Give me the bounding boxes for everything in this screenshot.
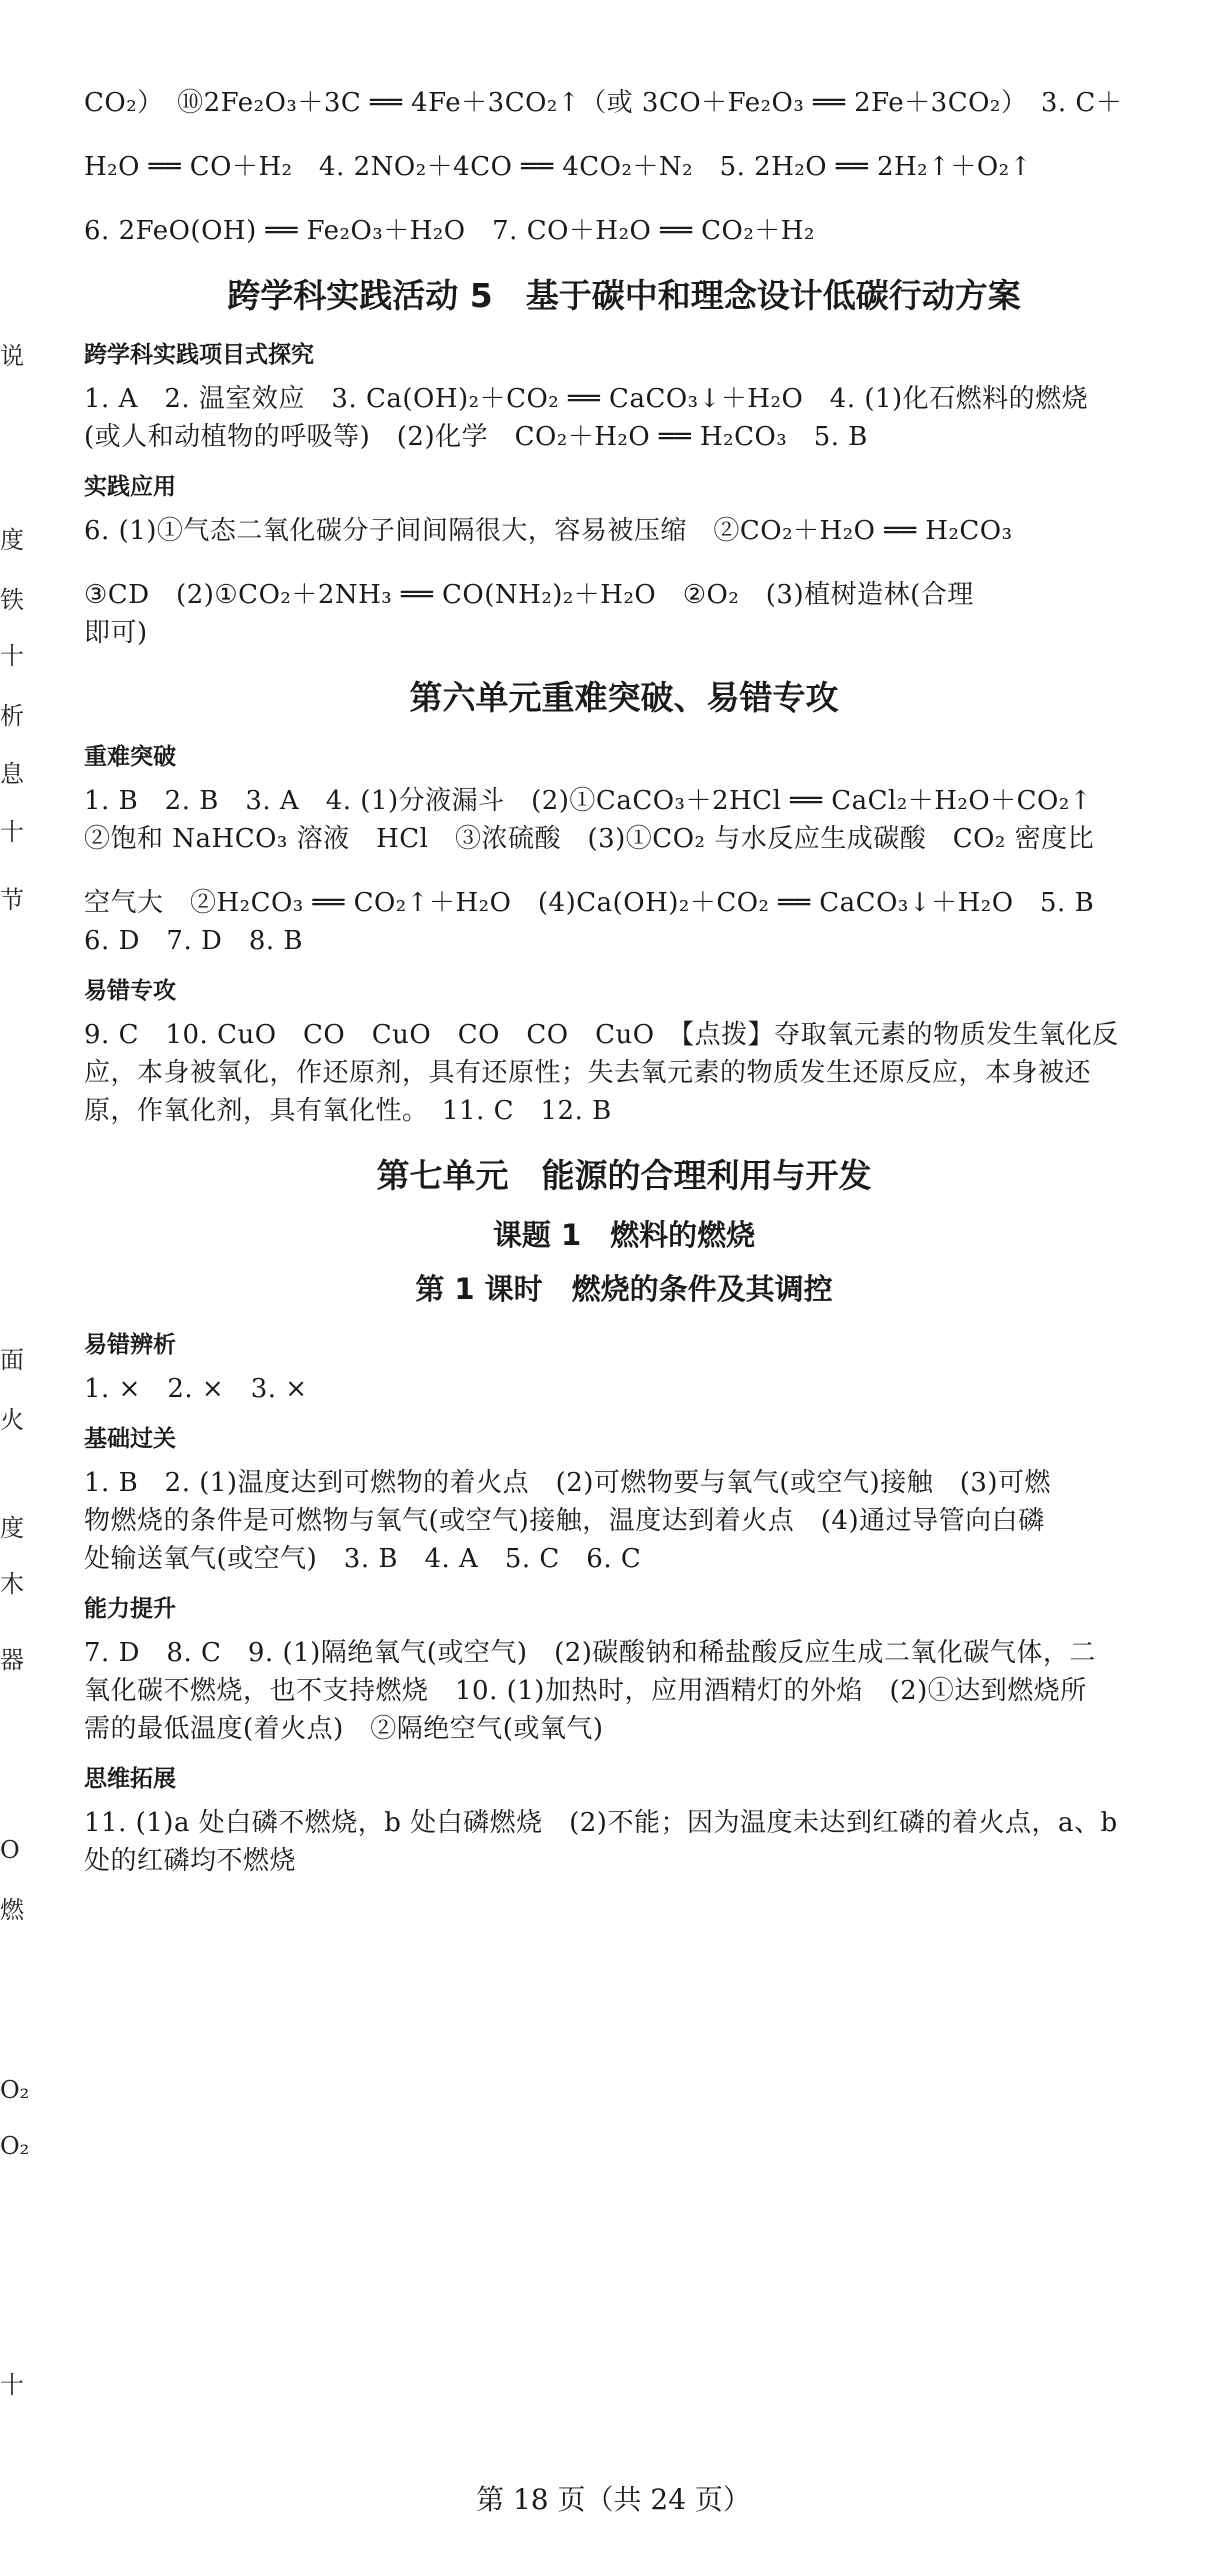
margin-fragment: 火 — [0, 1406, 24, 1434]
subheading: 易错专攻 — [84, 978, 176, 1004]
answer-page — [84, 84, 1164, 1880]
equation-line-3 — [84, 212, 1164, 250]
answer-line: 空气大 ②H₂CO₃ ══ CO₂↑＋H₂O (4)Ca(OH)₂＋CO₂ ══ CaCO₃↓＋H₂O 5. B — [84, 888, 1095, 918]
margin-fragment: 器 — [0, 1646, 24, 1674]
section-title-unit-6-review: 第六单元重难突破、易错专攻 — [409, 678, 839, 717]
answer-line: 处的红磷均不燃烧 — [84, 1846, 297, 1876]
answer-block — [84, 512, 1164, 652]
subheading: 实践应用 — [84, 474, 176, 500]
answer-line: 氧化碳不燃烧，也不支持燃烧 10. (1)加热时，应用酒精灯的外焰 (2)①达到燃烧所 — [84, 1676, 1087, 1706]
equation-text: 6. 2FeO(OH) ══ Fe₂O₃＋H₂O 7. CO＋H₂O ══ CO₂＋H₂ — [84, 216, 815, 246]
margin-fragment: 燃 — [0, 1896, 24, 1924]
subheading: 跨学科实践项目式探究 — [84, 342, 314, 368]
margin-fragment: O₂ — [0, 2076, 30, 2104]
answer-line: 即可) — [84, 618, 148, 648]
section-title-unit-7: 第七单元 能源的合理利用与开发 — [376, 1156, 872, 1195]
answer-line: 物燃烧的条件是可燃物与氧气(或空气)接触，温度达到着火点 (4)通过导管向白磷 — [84, 1506, 1045, 1536]
period-title: 第 1 课时 燃烧的条件及其调控 — [415, 1272, 833, 1306]
subheading: 基础过关 — [84, 1426, 176, 1452]
equation-line-2 — [84, 148, 1164, 186]
subheading: 思维拓展 — [84, 1766, 176, 1792]
margin-fragment: 度 — [0, 1514, 24, 1542]
margin-fragment: 十 — [0, 642, 24, 670]
answer-line: ②饱和 NaHCO₃ 溶液 HCl ③浓硫酸 (3)①CO₂ 与水反应生成碳酸 CO₂ 密度比 — [84, 824, 1095, 854]
margin-fragment: 息 — [0, 760, 24, 788]
answer-line: 6. D 7. D 8. B — [84, 926, 304, 956]
answer-line: 11. (1)a 处白磷不燃烧，b 处白磷燃烧 (2)不能；因为温度未达到红磷的着火点，a、b — [84, 1808, 1118, 1838]
answer-line: 1. B 2. (1)温度达到可燃物的着火点 (2)可燃物要与氧气(或空气)接触 (3)可燃 — [84, 1468, 1052, 1498]
margin-fragment: 析 — [0, 702, 24, 730]
answer-line: (或人和动植物的呼吸等) (2)化学 CO₂＋H₂O ══ H₂CO₃ 5. B — [84, 422, 868, 452]
answer-line: 1. A 2. 温室效应 3. Ca(OH)₂＋CO₂ ══ CaCO₃↓＋H₂O 4. (1)化石燃料的燃烧 — [84, 384, 1089, 414]
answer-block — [84, 1016, 1164, 1130]
answer-block — [84, 782, 1164, 960]
subheading: 能力提升 — [84, 1596, 176, 1622]
answer-line: ③CD (2)①CO₂＋2NH₃ ══ CO(NH₂)₂＋H₂O ②O₂ (3)植树造林(合理 — [84, 580, 974, 610]
answer-block — [84, 1634, 1164, 1748]
answer-line: 1. B 2. B 3. A 4. (1)分液漏斗 (2)①CaCO₃＋2HCl ══ CaCl₂＋H₂O＋CO₂↑ — [84, 786, 1093, 816]
subheading: 易错辨析 — [84, 1332, 176, 1358]
answer-line: 应，本身被氧化，作还原剂，具有还原性；失去氧元素的物质发生还原反应，本身被还 — [84, 1058, 1092, 1088]
answer-line: 需的最低温度(着火点) ②隔绝空气(或氧气) — [84, 1714, 604, 1744]
margin-fragment: O — [0, 1836, 20, 1864]
margin-fragment: 十 — [0, 2371, 24, 2399]
margin-fragment: 说 — [0, 342, 24, 370]
margin-fragment: 十 — [0, 818, 24, 846]
margin-fragment: 节 — [0, 886, 24, 914]
answer-line: 处输送氧气(或空气) 3. B 4. A 5. C 6. C — [84, 1544, 642, 1574]
answer-block — [84, 1464, 1164, 1578]
equation-text: CO₂） ⑩2Fe₂O₃＋3C ══ 4Fe＋3CO₂↑（或 3CO＋Fe₂O₃ ══ 2Fe＋3CO₂） 3. C＋ — [84, 88, 1123, 118]
answer-line: 7. D 8. C 9. (1)隔绝氧气(或空气) (2)碳酸钠和稀盐酸反应生成二氧化碳气体，二 — [84, 1638, 1096, 1668]
equation-line-1 — [84, 84, 1164, 122]
answer-line: 9. C 10. CuO CO CuO CO CO CuO 【点拨】夺取氧元素的物质发生氧化反 — [84, 1020, 1119, 1050]
subheading: 重难突破 — [84, 744, 176, 770]
margin-fragment: O₂ — [0, 2132, 30, 2160]
answer-block — [84, 1804, 1164, 1880]
page-number: 第 18 页（共 24 页） — [476, 2483, 751, 2516]
answer-line: 原，作氧化剂，具有氧化性。 11. C 12. B — [84, 1096, 612, 1126]
left-margin-fragments — [0, 0, 30, 2550]
margin-fragment: 面 — [0, 1346, 24, 1374]
margin-fragment: 木 — [0, 1570, 24, 1598]
equation-text: H₂O ══ CO＋H₂ 4. 2NO₂＋4CO ══ 4CO₂＋N₂ 5. 2H₂O ══ 2H₂↑＋O₂↑ — [84, 152, 1032, 182]
margin-fragment: 铁 — [0, 586, 24, 614]
section-title-activity-5: 跨学科实践活动 5 基于碳中和理念设计低碳行动方案 — [227, 276, 1021, 315]
lesson-title: 课题 1 燃料的燃烧 — [492, 1218, 756, 1252]
answer-line: 6. (1)①气态二氧化碳分子间间隔很大，容易被压缩 ②CO₂＋H₂O ══ H₂CO₃ — [84, 516, 1013, 546]
answer-line: 1. × 2. × 3. × — [84, 1374, 308, 1404]
answer-block — [84, 380, 1164, 456]
margin-fragment: 度 — [0, 526, 24, 554]
